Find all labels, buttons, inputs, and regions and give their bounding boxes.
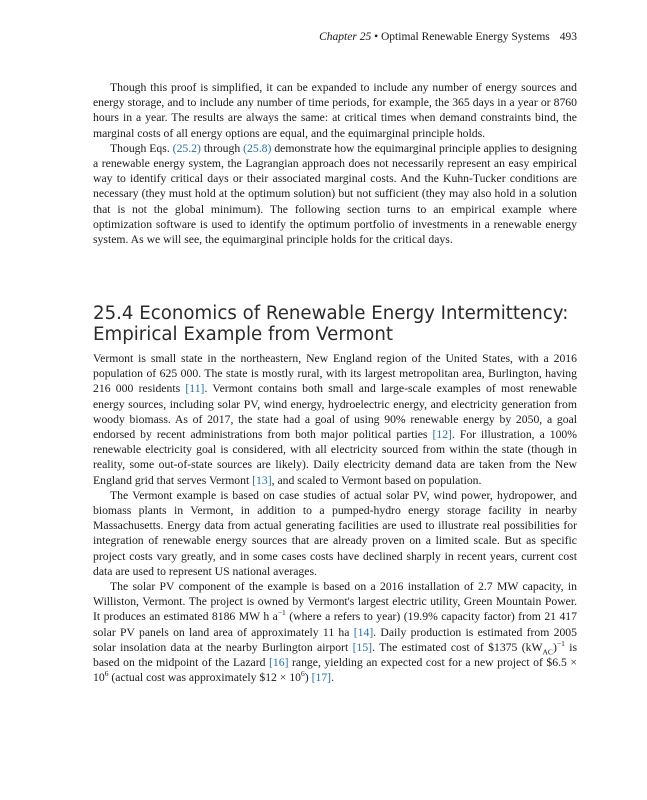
chapter-label: Chapter 25 xyxy=(319,31,372,43)
subscript: AC xyxy=(542,647,553,657)
equation-link-25-2[interactable]: (25.2) xyxy=(172,141,201,155)
citation-link-17[interactable]: [17] xyxy=(311,671,332,685)
text-run: . Vermont contains both small and large-scale examples of most renewable energy sources, including solar PV, wind energy, hydroelectric energy, and electricity generation from woody biomass. As of 2017, the state had a goal of using 90% renewable energy by 2050, a goal endorsed by recent administrations from both major political parties xyxy=(93,382,577,442)
superscript: −1 xyxy=(277,608,286,618)
text-run: . Daily production is estimated from 2005 solar insolation data at the nearby Burlington airport xyxy=(93,625,577,654)
paragraph-vermont-intro xyxy=(93,351,577,488)
text-run: . xyxy=(331,671,334,685)
text-run: , and scaled to Vermont based on population. xyxy=(271,473,482,487)
text-run: (where a refers to year) (19.9% capacity factor) from 21 417 solar PV panels on land area of approximately 11 ha xyxy=(93,610,577,639)
superscript: 6 xyxy=(301,669,305,679)
text-run: The solar PV component of the example is based on a 2016 installation of 2.7 MW capacity, in Williston, Vermont. The project is owned by Vermont's largest electric utility, Green Mountain Power. It produces an estimated 8186 MW h a xyxy=(93,580,577,624)
page-number: 493 xyxy=(559,31,577,43)
text-run: . For illustration, a 100% renewable electricity goal is considered, with all electricity sourced from within the state (though in reality, some out-of-state sources are likely). Daily electricity demand data are taken from the New England grid that serves Vermont xyxy=(93,428,577,487)
superscript: −1 xyxy=(556,638,565,648)
citation-link-15[interactable]: [15] xyxy=(352,640,373,654)
citation-link-13[interactable]: [13] xyxy=(252,473,272,487)
citation-link-12[interactable]: [12] xyxy=(432,428,452,442)
body-text-upper xyxy=(93,80,577,247)
text-run: through xyxy=(200,141,244,155)
citation-link-14[interactable]: [14] xyxy=(353,625,374,639)
text-run: ) xyxy=(304,671,312,685)
text-run: . The estimated cost of $1375 (kW xyxy=(372,640,543,654)
running-head xyxy=(319,31,577,43)
paragraph-solar-pv xyxy=(93,579,577,685)
bullet-separator: • xyxy=(371,31,381,43)
paragraph-lagrangian-approach xyxy=(93,141,577,247)
chapter-title: Optimal Renewable Energy Systems xyxy=(381,31,550,43)
text-run: is based on the midpoint of the Lazard xyxy=(93,640,577,670)
equation-link-25-8[interactable]: (25.8) xyxy=(243,141,272,155)
paragraph-proof-generalization: Though this proof is simplified, it can be expanded to include any number of energy sources and energy storage, and to include any number of time periods, for example, the 365 days in a year or 8760 hours in a year. The results are always the same: at critical times when demand constraints bind, the marginal costs of all energy options are equal, and the equimarginal principle holds. xyxy=(93,81,577,140)
citation-link-11[interactable]: [11] xyxy=(185,382,205,396)
text-run: range, yielding an expected cost for a new project of $6.5 × 10 xyxy=(93,656,577,685)
paragraph-case-studies: The Vermont example is based on case studies of actual solar PV, wind power, hydropower, and biomass plants in Vermont, in addition to a pumped-hydro energy storage facility in nearby Massachusetts. Energy data from actual generating facilities are used to illustrate real possibilities for integration of renewable energy sources that are already proven on a limited scale. But as specific project costs vary greatly, and in some cases costs have declined sharply in recent years, current cost data are used to represent US national averages. xyxy=(93,488,577,578)
text-run: (actual cost was approximately $12 × 10 xyxy=(108,671,302,685)
citation-link-16[interactable]: [16] xyxy=(268,656,289,670)
body-text-lower xyxy=(93,351,577,685)
text-run: Vermont is small state in the northeastern, New England region of the United States, with a 2016 population of 625 000. The state is mostly rural, with its largest metropolitan area, Burlington, having 216 000 residents xyxy=(93,352,577,396)
section-heading: 25.4 Economics of Renewable Energy Intermittency: Empirical Example from Vermont xyxy=(93,303,569,345)
text-run: ) xyxy=(552,640,557,654)
text-run: Though Eqs. xyxy=(110,141,173,155)
text-run: demonstrate how the equimarginal principle applies to designing a renewable energy system, the Lagrangian approach does not necessarily represent an easy empirical way to identify critical days or their associated marginal costs. And the Kuhn-Tucker conditions are necessary (they must hold at the optimum solution) but not sufficient (they may also hold in a solution that is not the global minimum). The following section turns to an empirical example where optimization software is used to identify the optimum portfolio of investments in a renewable energy system. As we will see, the equimarginal principle holds for the critical days. xyxy=(93,141,577,247)
superscript: 6 xyxy=(104,669,109,679)
